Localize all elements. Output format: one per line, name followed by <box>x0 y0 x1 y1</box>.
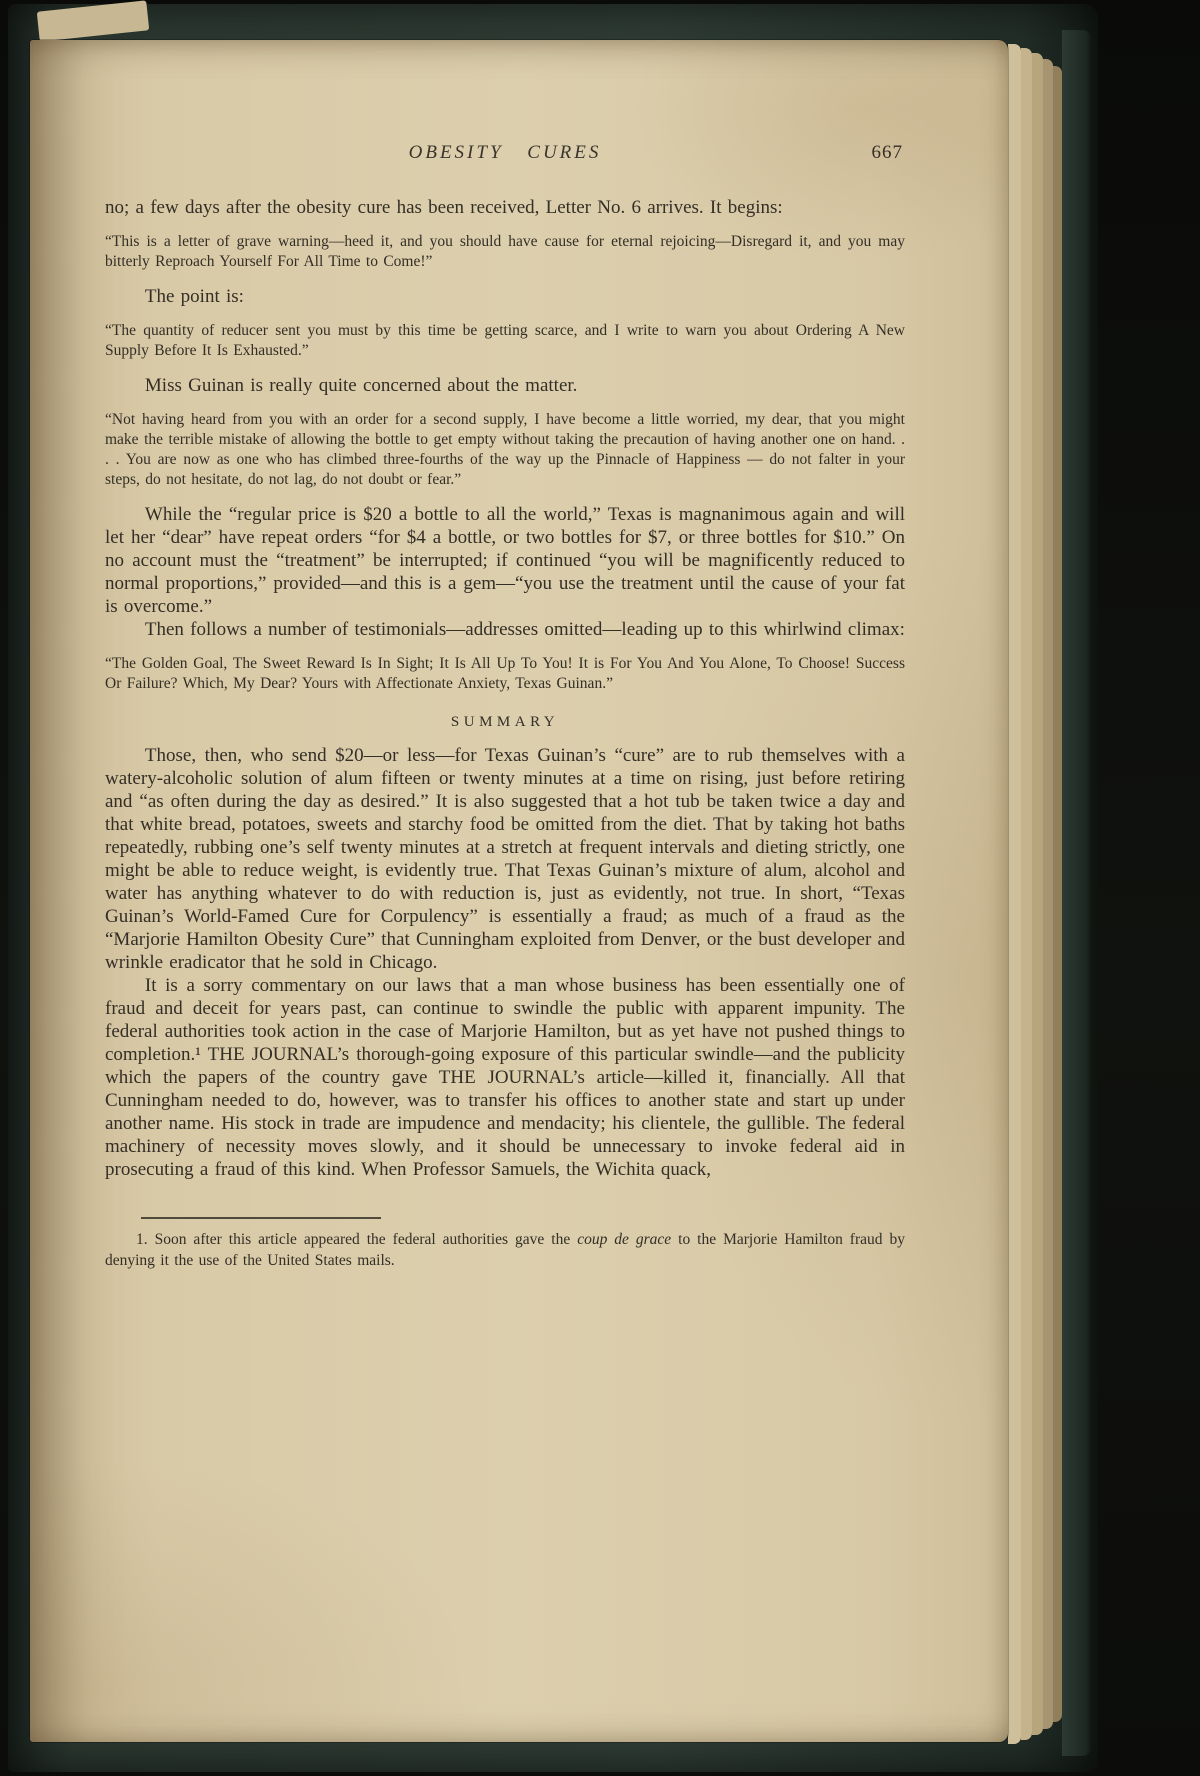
footnote-text-after: to the Marjorie Hamilton fraud by denying it the use of the United States mails. <box>105 1231 905 1269</box>
body-paragraph: no; a few days after the obesity cure has been received, Letter No. 6 arrives. It begins: <box>105 197 783 218</box>
book-page <box>30 40 1008 1742</box>
body-paragraph: Miss Guinan is really quite concerned about the matter. <box>144 375 578 396</box>
page-number: 667 <box>871 142 903 163</box>
page-edge <box>1032 53 1043 1735</box>
running-head-title: OBESITY CURES <box>408 142 602 163</box>
body-paragraph: Those, then, who send $20—or less—for Texas Guinan’s “cure” are to rub themselves with a watery-alcoholic solution of alum fifteen or twenty minutes at a time on rising, just before retiring and “as often during the day as desired.” It is also suggested that a hot tub be taken twice a day and that white bread, potatoes, sweets and starchy food be omitted from the diet. That by taking hot baths repeatedly, rubbing one’s self twenty minutes at a stretch at frequent intervals and dieting strictly, one might be able to reduce weight, is evidently true. That Texas Guinan’s mixture of alum, alcohol and water has anything whatever to do with reduction is, just as evidently, not true. In short, “Texas Guinan’s World-Famed Cure for Corpulency” is essentially a fraud; as much of a fraud as the “Marjorie Hamilton Obesity Cure” that Cunningham exploited from Denver, or the bust developer and wrinkle eradicator that he sold in Chicago. <box>105 745 905 973</box>
footnote-rule <box>141 1217 381 1219</box>
page-edge <box>1008 44 1021 1744</box>
page-body <box>105 196 905 1181</box>
footnote-text <box>105 1229 905 1271</box>
book-cover-edge <box>1062 30 1092 1756</box>
quoted-letter-excerpt: “Not having heard from you with an order for a second supply, I have become a little worried, my dear, that you might make the terrible mistake of allowing the bottle to get empty without taking the precaution of having another one on hand. . . . You are now as one who has climbed three-fourths of the way up the Pinnacle of Happiness — do not falter in your steps, do not hesitate, do not lag, do not doubt or fear.” <box>105 411 905 488</box>
quoted-letter-excerpt: “This is a letter of grave warning—heed it, and you should have cause for eternal rejoicing—Disregard it, and you may bitterly Reproach Yourself For All Time to Come!” <box>105 233 905 270</box>
body-paragraph: Then follows a number of testimonials—addresses omitted—leading up to this whirlwind climax: <box>144 619 905 640</box>
footnote <box>105 1217 905 1271</box>
page-text-block <box>105 40 905 1742</box>
quoted-letter-excerpt: “The quantity of reducer sent you must by this time be getting scarce, and I write to warn you about Ordering A New Supply Before It Is Exhausted.” <box>105 322 905 359</box>
body-paragraph: While the “regular price is $20 a bottle to all the world,” Texas is magnanimous again and will let her “dear” have repeat orders “for $4 a bottle, or two bottles for $7, or three bottles for $10.” On no account must the “treatment” be interrupted; if continued “you will be magnificently reduced to normal proportions,” provided—and this is a gem—“you use the treatment until the cause of your fat is overcome.” <box>105 504 905 617</box>
body-paragraph: The point is: <box>144 286 244 307</box>
page-edge <box>1053 66 1062 1722</box>
page-edge <box>1043 59 1053 1729</box>
footnote-text-before: 1. Soon after this article appeared the federal authorities gave the <box>136 1231 578 1248</box>
quoted-letter-excerpt: “The Golden Goal, The Sweet Reward Is In Sight; It Is All Up To You! It is For You And You Alone, To Choose! Success Or Failure? Which, My Dear? Yours with Affectionate Anxiety, Texas Guinan.” <box>105 655 905 692</box>
footnote-text-italic: coup de grace <box>577 1231 672 1248</box>
page-edge <box>1021 48 1032 1740</box>
section-heading: SUMMARY <box>450 714 560 730</box>
running-head <box>105 142 905 168</box>
body-paragraph: It is a sorry commentary on our laws that a man whose business has been essentially one of fraud and deceit for years past, can continue to swindle the public with apparent impunity. The federal authorities took action in the case of Marjorie Hamilton, but as yet have not pushed things to completion.¹ THE JOURNAL’s thorough-going exposure of this particular swindle—and the publicity which the papers of the country gave THE JOURNAL’s article—killed it, financially. All that Cunningham needed to do, however, was to transfer his offices to another state and start up under another name. His stock in trade are impudence and mendacity; his clientele, the gullible. The federal machinery of necessity moves slowly, and it should be unnecessary to invoke federal aid in prosecuting a fraud of this kind. When Professor Samuels, the Wichita quack, <box>105 975 905 1180</box>
